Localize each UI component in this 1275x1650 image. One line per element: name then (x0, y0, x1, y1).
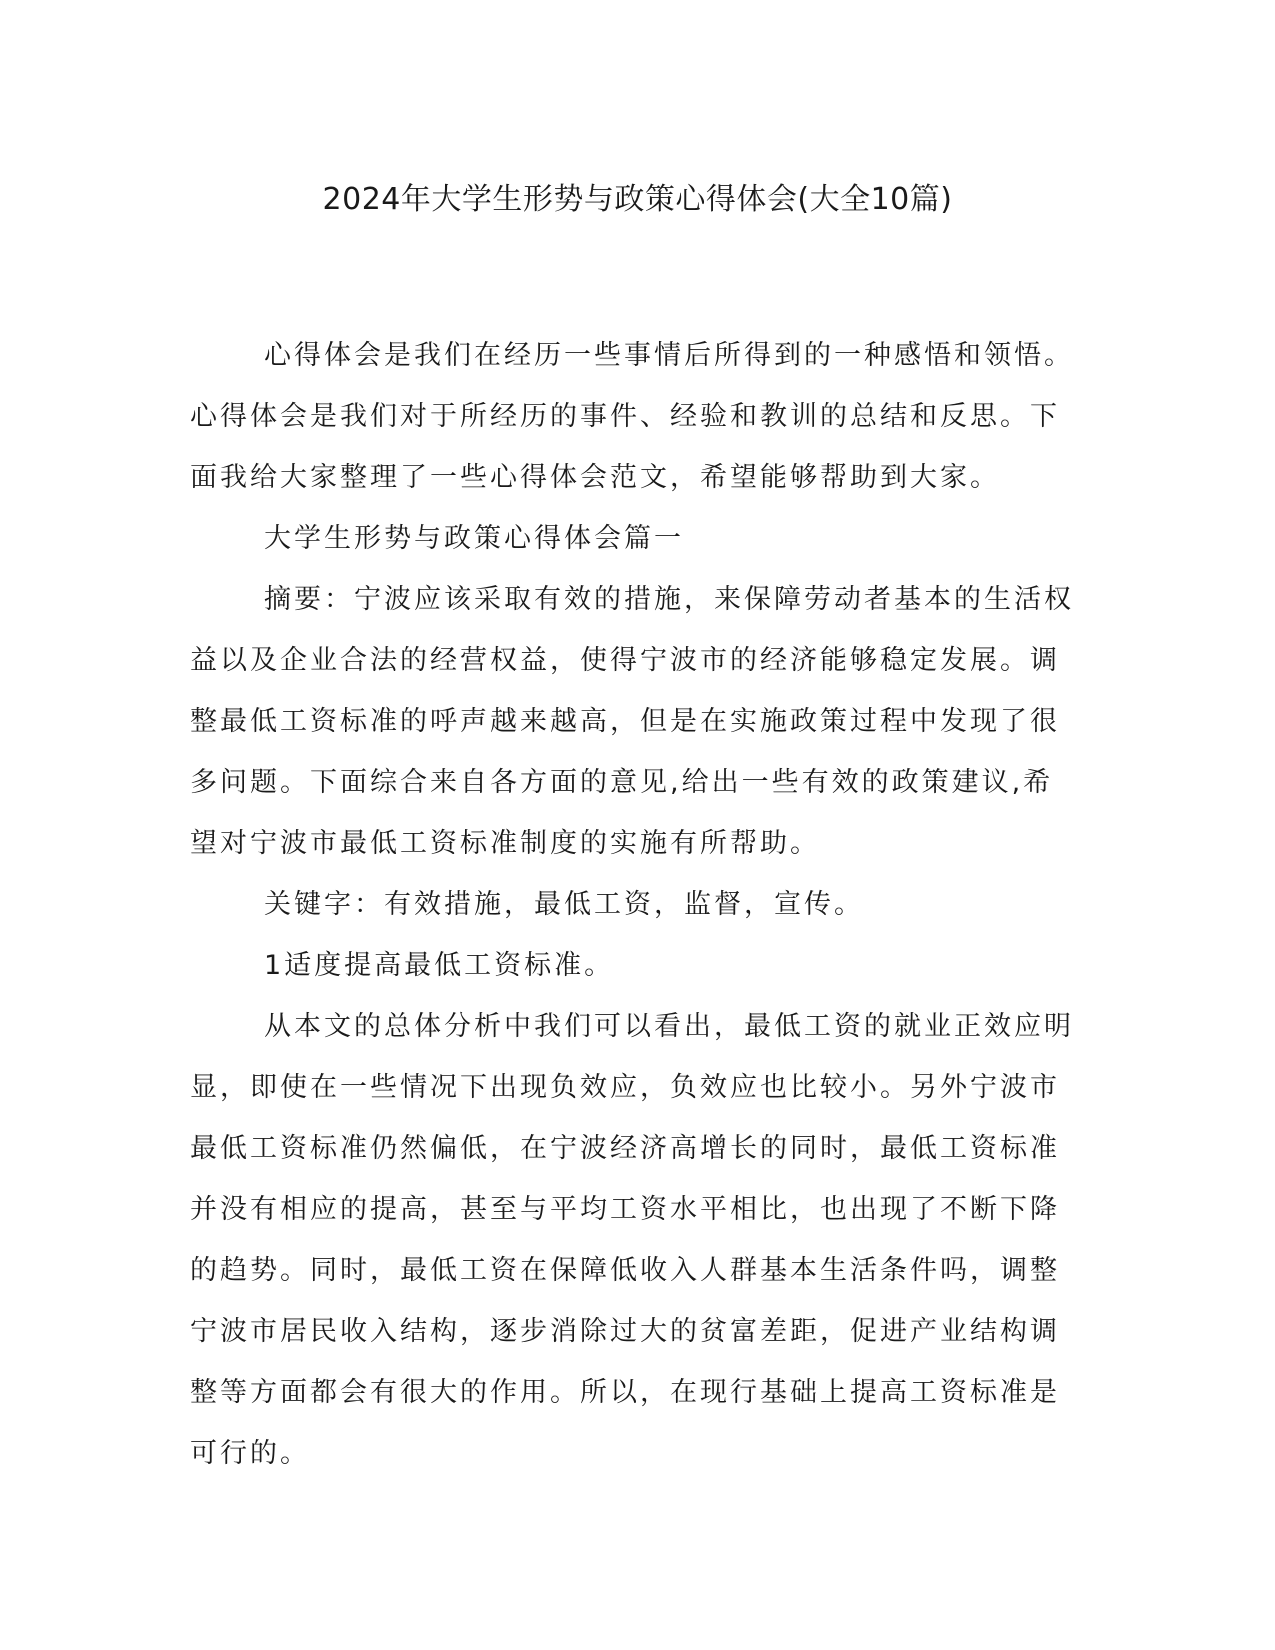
keywords-paragraph: 关键字：有效措施，最低工资，监督，宣传。 (264, 889, 864, 920)
intro-paragraph: 心得体会是我们在经历一些事情后所得到的一种感悟和领悟。心得体会是我们对于所经历的事件、经验和教训的总结和反思。下面我给大家整理了一些心得体会范文，希望能够帮助到大家。 (190, 340, 1074, 493)
document-title: 2024年大学生形势与政策心得体会(大全10篇) (322, 182, 953, 217)
section-heading: 大学生形势与政策心得体会篇一 (264, 523, 684, 554)
subheading-paragraph: 1适度提高最低工资标准。 (264, 950, 615, 981)
analysis-paragraph: 从本文的总体分析中我们可以看出，最低工资的就业正效应明显，即使在一些情况下出现负效应，负效应也比较小。另外宁波市最低工资标准仍然偏低，在宁波经济高增长的同时，最低工资标准并没有相应的提高，甚至与平均工资水平相比，也出现了不断下降的趋势。同时，最低工资在保障低收入人群基本生活条件吗，调整宁波市居民收入结构，逐步消除过大的贫富差距，促进产业结构调整等方面都会有很大的作用。所以，在现行基础上提高工资标准是可行的。 (190, 1011, 1074, 1469)
abstract-paragraph: 摘要：宁波应该采取有效的措施，来保障劳动者基本的生活权益以及企业合法的经营权益，使得宁波市的经济能够稳定发展。调整最低工资标准的呼声越来越高，但是在实施政策过程中发现了很多问题。下面综合来自各方面的意见,给出一些有效的政策建议,希望对宁波市最低工资标准制度的实施有所帮助。 (190, 584, 1074, 859)
document-body (190, 325, 1080, 1484)
